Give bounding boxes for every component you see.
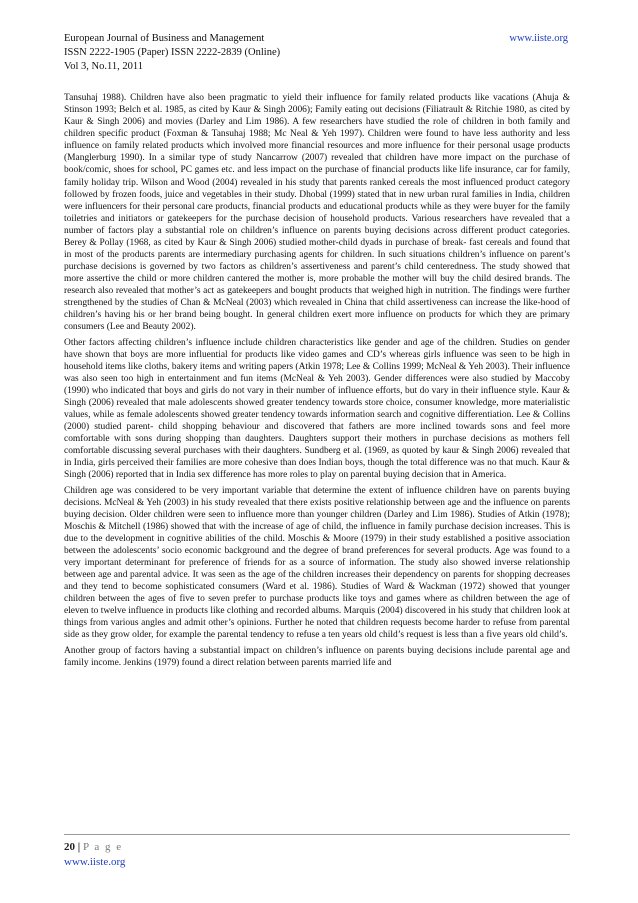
paragraph-2: Other factors affecting children’s influence include children characteristics like gender and age of the children. Studies on gender have shown that boys are more influential for products like video games and CD’s whereas girls influence was seen to be high in household items like cloths, bakery items and writing papers (Atkin 1978; Lee & Collins 1999; McNeal & Yeh 2003). Their influence was also seen too high in entertainment and fun items (McNeal & Yeh 2003). Gender differences were also studied by Maccoby (1990) who indicated that boys and girls do not vary in their number of influence efforts, but do vary in their influence style. Kaur & Singh (2006) revealed that male adolescents showed greater tendency towards store choice, consumer knowledge, more materialistic values, while as female adolescents showed greater tendency towards information search and cognitive differentiation. Lee & Collins (2000) studied parent- child shopping behaviour and discovered that fathers are more inclined towards sons and feel more comfortable with sons during shopping than daughters. Daughters support their mothers in purchase decisions as mothers fell comfortable discussing several purchases with their daughters. Sundberg et al. (1969, as quoted by kaur & Singh 2006) revealed that in India, girls perceived their families are more cohesive than does Indian boys, though the total difference was no that much. Kaur & Singh (2006) reported that in India sex difference has more roles to play on parental buying decision that in America. [64,337,570,481]
volume-line: Vol 3, No.11, 2011 [64,61,143,72]
article-body [64,92,570,672]
page-separator: | [77,841,81,853]
footer-divider [64,834,570,835]
paragraph-3: Children age was considered to be very important variable that determine the extent of influence children have on parents buying decisions. McNeal & Yeh (2003) in his study revealed that there exists positive relationship between age and the influence on parents buying decision. Older children were seen to influence more than younger children (Darley and Lim 1986). Studies of Atkin (1978); Moschis & Mitchell (1986) showed that with the increase of age of child, the influence in family purchase decision increases. This is due to the development in cognitive abilities of the child. Moschis & Moore (1979) in their study established a positive association between the adolescents’ socio economic background and the degree of brand preferences for several products. Age was found to a very important determinant for preference of friends for as a source of information. The study also showed inverse relationship between age and parental advice. It was seen as the age of the children increases their dependency on parents for shopping decreases and they tend to become sophisticated consumers (Ward et al. 1986). Studies of Ward & Wackman (1972) showed that younger children between the ages of five to seven prefer to purchase products like toys and games where as children between the age of eleven to twelve influence in products like clothing and recorded albums. Marquis (2004) discovered in his study that children look at things from various angles and admit other’s opinions. Further he noted that children requests become harder to refuse from parental side as they grow older, for example the parental tendency to refuse a ten years old child’s request is less than a five years old child’s. [64,485,570,641]
page-header [64,32,570,74]
paragraph-4: Another group of factors having a substantial impact on children’s influence on parents buying decisions include parental age and family income. Jenkins (1979) found a direct relation between parents married life and [64,645,570,668]
page-footer [64,840,125,869]
header-url-link[interactable]: www.iiste.org [509,33,568,44]
paragraph-1: Tansuhaj 1988). Children have also been pragmatic to yield their influence for family related products like vacations (Ahuja & Stinson 1993; Belch et al. 1985, as cited by Kaur & Singh 2006); Family eating out decisions (Filiatrault & Ritchie 1980, as cited by Kaur & Singh 2006) and movies (Darley and Lim 1986). A few researchers have studied the role of children in both family and children specific product (Foxman & Tansuhaj 1988; Mc Neal & Yeh 1997). Children were found to have less authority and less influence on family related products which involved more financial resources and more influence for their personal usage products (Manglerburg 1990). In a similar type of study Nancarrow (2007) revealed that children have more impact on the purchase of book/comic, shoes for school, PC games etc. and less impact on the purchase of financial products like life insurance, car for family, family holiday trip. Wilson and Wood (2004) revealed in his study that parents ranked cereals the most influenced product category followed by frozen foods, juice and vegetables in their study. Dhobal (1999) stated that in new urban rural families in India, children were influencers for their personal care products, financial products and educational products while as they were buyer for the family toiletries and initiators or gatekeepers for the purchase decision of household products. Various researchers have revealed that a number of factors play a substantial role on children’s influence on parents buying decisions across different product categories. Berey & Pollay (1968, as cited by Kaur & Singh 2006) studied mother-child dyads in purchase of break- fast cereals and found that in most of the products parents are intermediary purchasing agents for children. In such situations children’s influence on parent’s purchase decisions is governed by two factors as children’s assertiveness and parent’s child centeredness. The study showed that more assertive the child or more children cantered the mother is, more probable the mother will buy the child desired brands. The research also revealed that mother’s act as gatekeepers and bought products that weighed high in nutrition. The findings were further strengthened by the studies of Chan & McNeal (2003) which revealed in China that child assertiveness can increase the like-hood of children’s having his or her brand being bought. In general children exert more influence on products for which they are primary consumers (Lee and Beauty 2002). [64,93,570,333]
page-word: P a g e [82,841,123,853]
footer-url-link[interactable]: www.iiste.org [64,856,126,868]
page-number: 20 [64,841,75,853]
issn-line: ISSN 2222-1905 (Paper) ISSN 2222-2839 (Online) [64,47,281,58]
journal-title: European Journal of Business and Management [64,33,265,44]
document-page [64,0,570,903]
